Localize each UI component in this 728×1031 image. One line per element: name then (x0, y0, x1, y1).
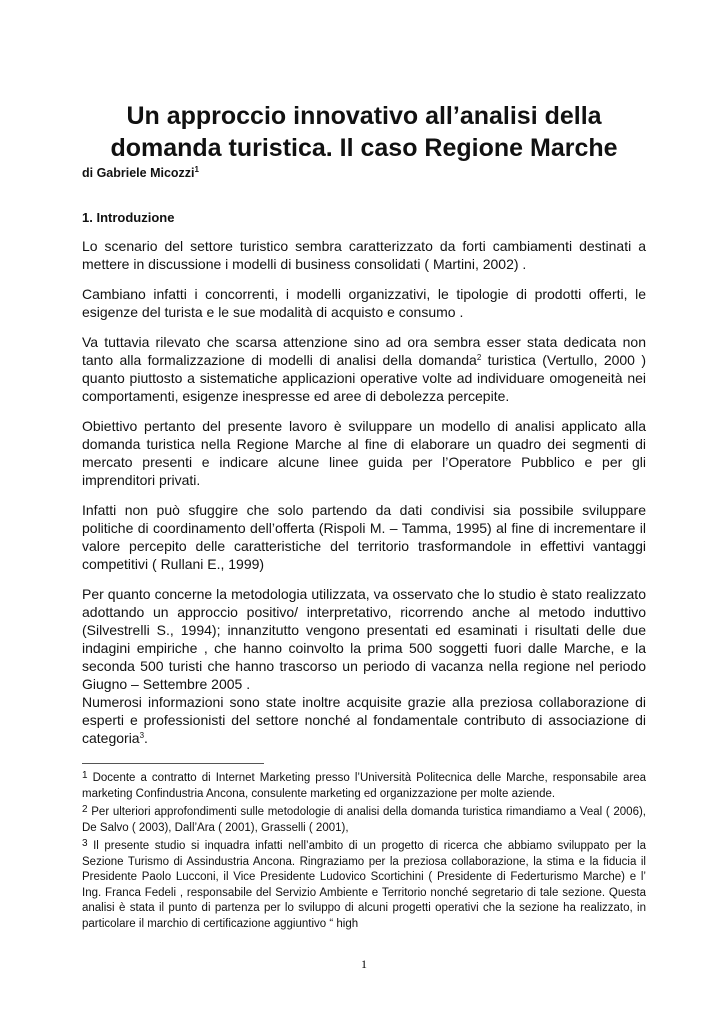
page-number: 1 (361, 957, 367, 971)
footnote-3 (82, 836, 646, 932)
footnote-1 (82, 768, 646, 802)
document-page (82, 100, 646, 932)
footnotes (82, 768, 646, 932)
paragraph-objective: Obiettivo pertanto del presente lavoro è sviluppare un modello di analisi applicato alla domanda turistica nella Regione Marche al fine di elaborare un quadro dei segmenti di mercato presenti e indicare alcune linee guida per l’Operatore Pubblico e per gli imprenditori privati. (82, 418, 646, 488)
paragraph-text: Va tuttavia rilevato che scarsa attenzione sino ad ora sembra esser stata dedicata non tanto alla formalizzazione di modelli di analisi della domanda (82, 334, 646, 368)
footnote-number: 2 (82, 804, 88, 815)
paragraph-text: Numerosi informazioni sono state inoltre acquisite grazie alla preziosa collaborazione di esperti e professionisti del settore nonché al fondamentale contributo di associazione di categoria (82, 694, 646, 746)
footnote-number: 1 (82, 770, 88, 781)
footnote-ref-1: 1 (194, 165, 199, 174)
author-name: di Gabriele Micozzi (82, 166, 195, 180)
paragraph-text: turistica (Vertullo, 2000 ) quanto piuttosto a sistematiche applicazioni operative volte ad individuare omogeneità nei comportamenti, esigenze inespresse ed aree di debolezza percepite. (82, 352, 646, 404)
footnote-number: 3 (82, 838, 88, 849)
paragraph-collaboration (82, 693, 646, 747)
footnote-text: Il presente studio si inquadra infatti nell’ambito di un progetto di ricerca che abbiamo sviluppato per la Sezione Turismo di Assindustria Ancona. Ringraziamo per la preziosa collaborazione, la stima e la fiducia il Presidente Paolo Lucconi, il Vice Presidente Ludovico Scortichini ( Presidente di Federturismo Marche) e l’ Ing. Franca Fedeli , responsabile del Servizio Ambiente e Territorio nonché segretario di tale sezione. Questa analisi è stata il punto di partenza per lo sviluppo di alcuni progetti operativi che la sezione ha realizzato, in particolare il marchio di certificazione aggiuntivo “ high (82, 840, 646, 930)
paragraph-changes: Cambiano infatti i concorrenti, i modelli organizzativi, le tipologie di prodotti offerti, le esigenze del turista e le sue modalità di acquisto e consumo . (82, 286, 646, 320)
footnote-separator (82, 763, 264, 764)
paragraph-text: . (144, 730, 148, 746)
section-heading: 1. Introduzione (82, 210, 175, 225)
footnote-ref-3: 3 (139, 731, 145, 740)
footnote-2 (82, 802, 646, 836)
footnote-text: Per ulteriori approfondimenti sulle metodologie di analisi della domanda turistica rimandiamo a Veal ( 2006), De Salvo ( 2003), Dall’Ara ( 2001), Grasselli ( 2001), (82, 806, 646, 834)
paragraph-shared-data: Infatti non può sfuggire che solo partendo da dati condivisi sia possibile sviluppare politiche di coordinamento dell’offerta (Rispoli M. – Tamma, 1995) al fine di incrementare il valore percepito delle caratteristiche del territorio trasformandole in effettivi vantaggi competitivi ( Rullani E., 1999) (82, 502, 646, 572)
paragraph-attention (82, 333, 646, 405)
page-title: Un approccio innovativo all’analisi della domanda turistica. Il caso Regione Marche (110, 102, 618, 162)
footnote-text: Docente a contratto di Internet Marketing presso l’Università Politecnica delle Marche, responsabile area marketing Confindustria Ancona, consulente marketing ed organizzazione per molte aziende. (82, 772, 646, 800)
paragraph-scenario: Lo scenario del settore turistico sembra caratterizzato da forti cambiamenti destinati a mettere in discussione i modelli di business consolidati ( Martini, 2002) . (82, 238, 646, 272)
paragraph-methodology: Per quanto concerne la metodologia utilizzata, va osservato che lo studio è stato realizzato adottando un approccio positivo/ interpretativo, ricorrendo anche al metodo induttivo (Silvestrelli S., 1994); innanzitutto vengono presentati ed esaminati i risultati delle due indagini empiriche , che hanno coinvolto la prima 500 soggetti fuori dalle Marche, e la seconda 500 turisti che hanno trascorso un periodo di vacanza nella regione nel periodo Giugno – Settembre 2005 . (82, 586, 646, 692)
author-line (82, 166, 646, 180)
footnote-ref-2: 2 (476, 353, 482, 362)
